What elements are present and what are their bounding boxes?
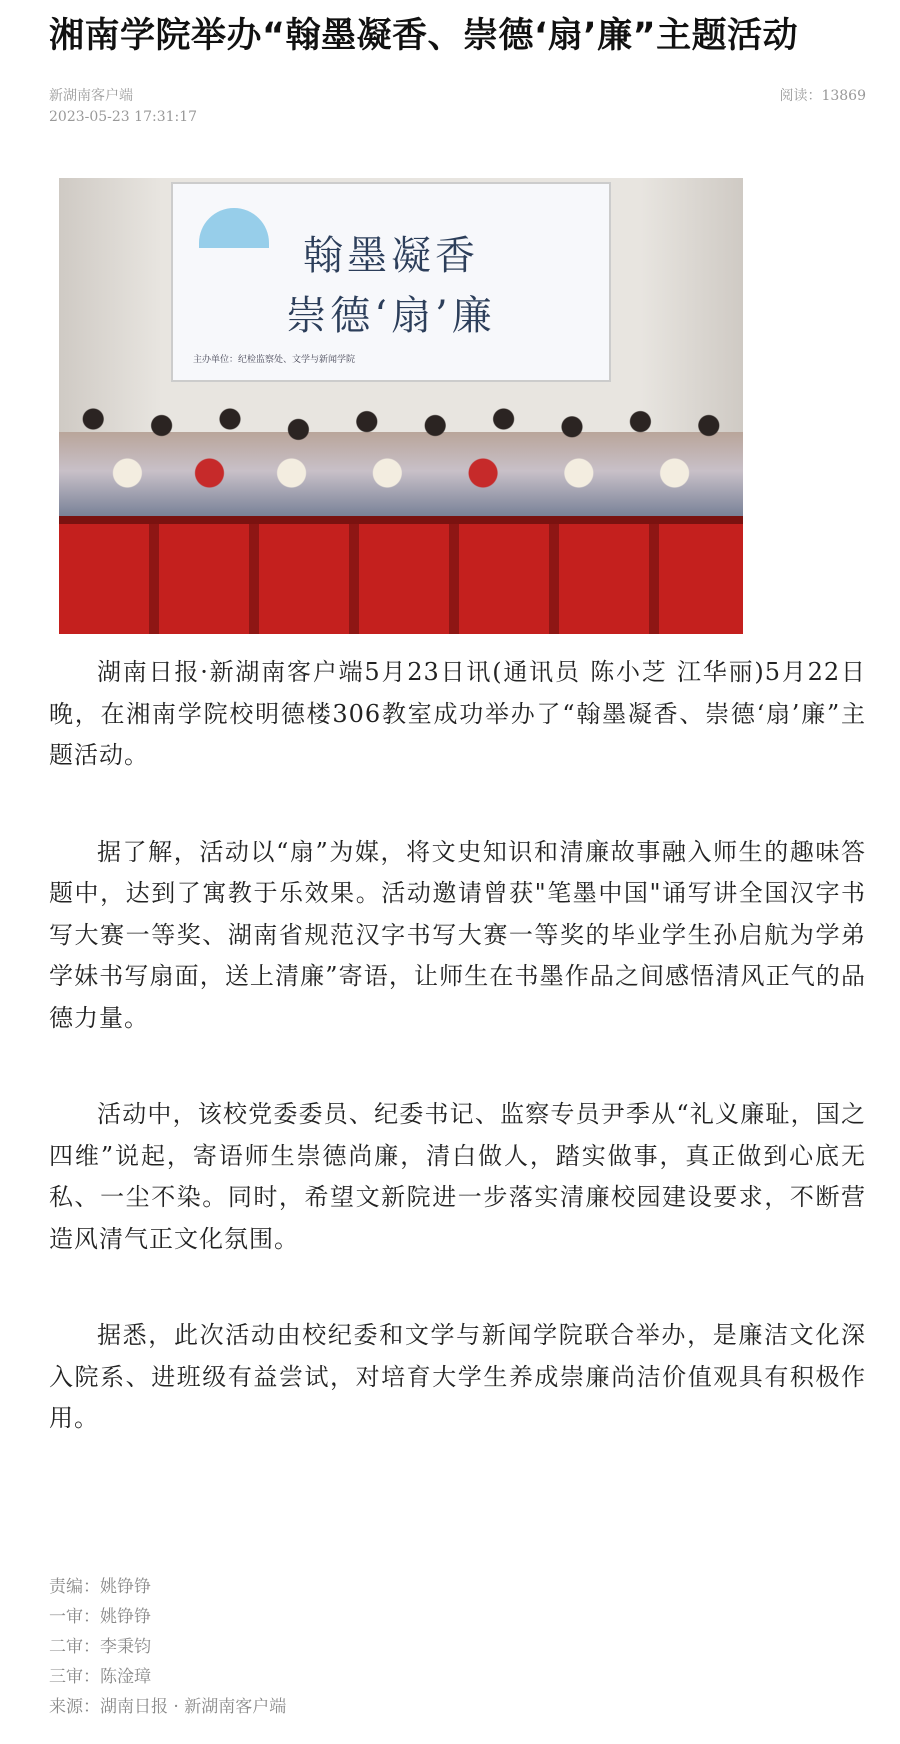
- paragraph: 活动中，该校党委委员、纪委书记、监察专员尹季从“礼义廉耻，国之四维”说起，寄语师生崇德尚廉，清白做人，踏实做事，真正做到心底无私、一尘不染。同时，希望文新院进一步落实清廉校园建设要求，不断营造风清气正文化氛围。: [49, 1100, 866, 1253]
- credit-line: 责编：姚铮铮: [49, 1577, 151, 1597]
- screen-text-line1: 翰墨凝香: [303, 233, 479, 279]
- editor-credits: [49, 1572, 286, 1722]
- paragraph: 据了解，活动以“扇”为媒，将文史知识和清廉故事融入师生的趣味答题中，达到了寓教于乐效果。活动邀请曾获"笔墨中国"诵写讲全国汉字书写大赛一等奖、湖南省规范汉字书写大赛一等奖的毕业学生孙启航为学弟学妹书写扇面，送上清廉”寄语，让师生在书墨作品之间感悟清风正气的品德力量。: [49, 837, 866, 1032]
- projection-screen: [171, 182, 611, 382]
- held-fans: [59, 448, 743, 498]
- read-count-value: 13869: [821, 88, 866, 104]
- read-count-label: 阅读：: [779, 88, 822, 104]
- red-seats: [59, 516, 743, 634]
- article-page: [0, 0, 900, 128]
- screen-small-text: 主办单位：纪检监察处、文学与新闻学院: [193, 355, 356, 365]
- article-title: 湘南学院举办“翰墨凝香、崇德‘扇’廉”主题活动: [49, 16, 799, 56]
- screen-text-line2: 崇德‘扇’廉: [286, 293, 496, 339]
- credit-line: 三审：陈淦璋: [49, 1667, 151, 1687]
- event-photo[interactable]: [59, 178, 743, 634]
- article-meta: [49, 86, 866, 128]
- read-count: [779, 86, 866, 128]
- credit-line: 二审：李秉钧: [49, 1637, 151, 1657]
- credit-line: 一审：姚铮铮: [49, 1607, 151, 1627]
- paragraph: 湖南日报·新湖南客户端5月23日讯(通讯员 陈小芝 江华丽)5月22日晚，在湘南学院校明德楼306教室成功举办了“翰墨凝香、崇德‘扇’廉”主题活动。: [49, 658, 866, 769]
- article-source: 新湖南客户端: [49, 88, 133, 104]
- credit-line: 来源：湖南日报 · 新湖南客户端: [49, 1697, 287, 1717]
- paragraph: 据悉，此次活动由校纪委和文学与新闻学院联合举办，是廉洁文化深入院系、进班级有益尝试，对培育大学生养成崇廉尚洁价值观具有积极作用。: [49, 1321, 866, 1432]
- article-datetime: 2023-05-23 17:31:17: [49, 109, 198, 125]
- article-body: [49, 652, 866, 1440]
